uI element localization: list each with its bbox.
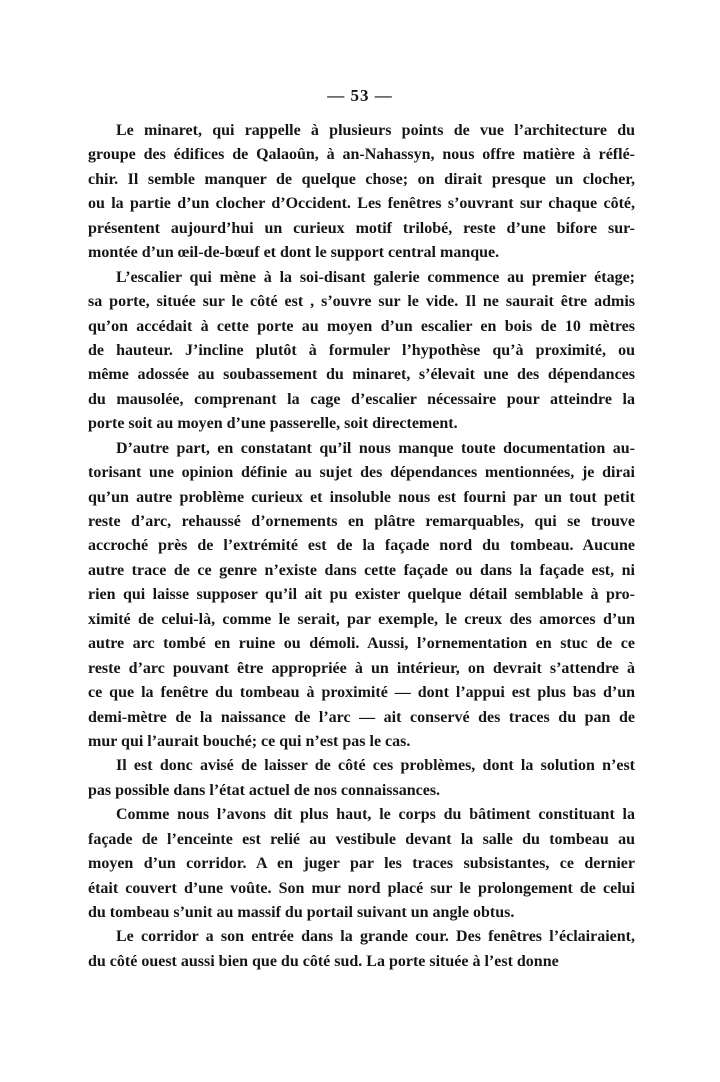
text-line: autre trace de ce genre n’existe dans cette façade ou dans la façade est, ni	[88, 561, 635, 579]
text-line: moyen d’un corridor. A en juger par les traces subsistantes, ce dernier	[88, 855, 635, 873]
text-line: mur qui l’aurait bouché; ce qui n’est pas le cas.	[88, 732, 411, 750]
text-line: était couvert d’une voûte. Son mur nord placé sur le prolongement de celui	[88, 879, 635, 897]
page-number: — 53 —	[327, 86, 393, 105]
text-line: porte soit au moyen d’une passerelle, soit directement.	[88, 415, 458, 433]
text-line: reste d’arc, rehaussé d’ornements en plâtre remarquables, qui se trouve	[88, 513, 635, 530]
text-line: ce que la fenêtre du tombeau à proximité — dont l’appui est plus bas d’un	[88, 684, 635, 702]
text-line: pas possible dans l’état actuel de nos connaissances.	[88, 781, 441, 799]
text-line: ximité de celui-là, comme le serait, par exemple, le creux des amorces d’un	[88, 610, 635, 628]
text-line: torisant une opinion définie au sujet des dépendances mentionnées, je dirai	[88, 464, 635, 482]
text-line: montée d’un œil-de-bœuf et dont le support central manque.	[88, 244, 500, 262]
paragraph	[88, 754, 635, 803]
text-line: L’escalier qui mène à la soi-disant galerie commence au premier étage;	[116, 268, 635, 286]
paragraph	[88, 437, 635, 755]
text-line: présentent aujourd’hui un curieux motif trilobé, reste d’une bifore sur-	[88, 219, 635, 237]
paragraph	[88, 119, 635, 266]
text-line: sa porte, située sur le côté est , s’ouvre sur le vide. Il ne saurait être admis	[88, 293, 635, 311]
text-line: de hauteur. J’incline plutôt à formuler l’hypothèse qu’à proximité, ou	[88, 341, 635, 359]
text-line: groupe des édifices de Qalaoûn, à an-Nahassyn, nous offre matière à réflé-	[88, 146, 635, 164]
text-line: Comme nous l’avons dit plus haut, le corps du bâtiment constituant la	[116, 806, 635, 824]
text-line: Le minaret, qui rappelle à plusieurs points de vue l’architecture du	[116, 122, 635, 139]
text-line: Il est donc avisé de laisser de côté ces problèmes, dont la solution n’est	[116, 757, 635, 775]
text-line: du tombeau s’unit au massif du portail suivant un angle obtus.	[88, 904, 515, 921]
text-block	[88, 119, 635, 974]
paragraph	[88, 266, 635, 437]
text-line: façade de l’enceinte est relié au vestibule devant la salle du tombeau au	[88, 830, 635, 848]
paragraph	[88, 925, 635, 974]
text-line: D’autre part, en constatant qu’il nous manque toute documentation au-	[116, 439, 635, 457]
text-line: du côté ouest aussi bien que du côté sud. La porte située à l’est donne	[88, 952, 559, 970]
text-line: qu’on accédait à cette porte au moyen d’un escalier en bois de 10 mètres	[88, 317, 635, 335]
text-line: reste d’arc pouvant être appropriée à un intérieur, on devrait s’attendre à	[88, 659, 635, 677]
text-line: ou la partie d’un clocher d’Occident. Les fenêtres s’ouvrant sur chaque côté,	[88, 195, 635, 213]
text-line: autre arc tombé en ruine ou démoli. Aussi, l’ornementation en stuc de ce	[88, 635, 635, 653]
text-line: accroché près de l’extrémité est de la façade nord du tombeau. Aucune	[88, 537, 635, 555]
text-line: rien qui laisse supposer qu’il ait pu exister quelque détail semblable à pro-	[88, 586, 635, 604]
text-line: Le corridor a son entrée dans la grande cour. Des fenêtres l’éclairaient,	[116, 928, 635, 946]
text-line: demi-mètre de la naissance de l’arc — ait conservé des traces du pan de	[88, 708, 635, 726]
text-line: du mausolée, comprenant la cage d’escalier nécessaire pour atteindre la	[88, 390, 635, 408]
paragraph	[88, 803, 635, 925]
text-line: même adossée au soubassement du minaret, s’élevait une des dépendances	[88, 366, 635, 384]
text-line: chir. Il semble manquer de quelque chose; on dirait presque un clocher,	[88, 170, 635, 188]
text-line: qu’un autre problème curieux et insoluble nous est fourni par un tout petit	[88, 488, 635, 506]
